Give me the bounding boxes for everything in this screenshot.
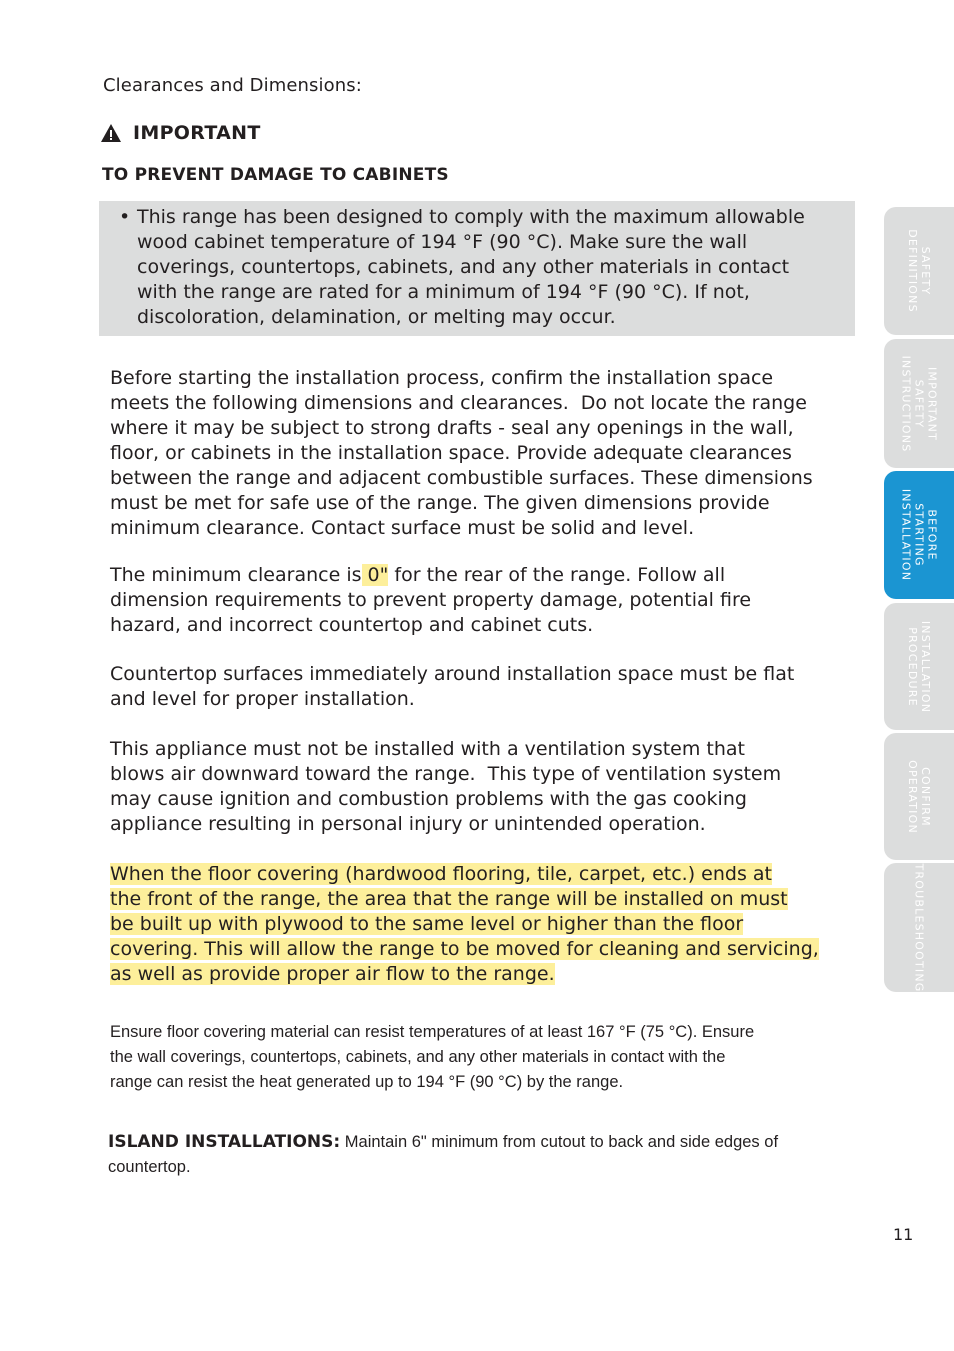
tab-installation-procedure[interactable] xyxy=(884,603,954,730)
text-line: blows air downward toward the range. This type of ventilation system xyxy=(110,763,782,785)
text-line xyxy=(110,912,819,937)
tab-label: INSTALLATION PROCEDURE xyxy=(906,620,932,713)
warning-line: coverings, countertops, cabinets, and any other materials in contact xyxy=(137,256,790,278)
text-line: must be met for safe use of the range. The given dimensions provide xyxy=(110,492,770,514)
tab-label: SAFETY DEFINITIONS xyxy=(906,229,932,313)
text-line: hazard, and incorrect countertop and cabinet cuts. xyxy=(110,614,594,636)
tab-label: IMPORTANT SAFETY INSTRUCTIONS xyxy=(899,355,939,452)
text-line: where it may be subject to strong drafts - seal any openings in the wall, xyxy=(110,417,794,439)
paragraph-heat-resistance xyxy=(110,1020,754,1095)
highlighted-clearance: 0" xyxy=(361,564,389,586)
highlighted-text: When the floor covering (hardwood flooring, tile, carpet, etc.) ends at xyxy=(110,863,772,885)
text-line: minimum clearance. Contact surface must be solid and level. xyxy=(110,517,695,539)
tab-label: CONFIRM OPERATION xyxy=(906,759,932,834)
text-line: the wall coverings, countertops, cabinets, and any other materials in contact with the xyxy=(110,1048,726,1066)
text-line xyxy=(110,937,819,962)
text-line xyxy=(110,962,819,987)
island-installations xyxy=(108,1130,778,1180)
warning-line: wood cabinet temperature of 194 °F (90 °C). Make sure the wall xyxy=(137,231,748,253)
text-line: Countertop surfaces immediately around installation space must be flat xyxy=(110,663,795,685)
text-line: countertop. xyxy=(108,1158,191,1176)
tab-label: TROUBLESHOOTING xyxy=(912,863,926,992)
paragraph-ventilation xyxy=(110,737,781,837)
paragraph-minimum-clearance xyxy=(110,563,751,638)
warning-line: This range has been designed to comply with the maximum allowable xyxy=(137,206,805,228)
text-line: This appliance must not be installed with a ventilation system that xyxy=(110,738,745,760)
text-line: range can resist the heat generated up to 194 °F (90 °C) by the range. xyxy=(110,1073,624,1091)
text-line: floor, or cabinets in the installation space. Provide adequate clearances xyxy=(110,442,792,464)
paragraph-floor-covering xyxy=(110,862,819,987)
text-line: appliance resulting in personal injury or unintended operation. xyxy=(110,813,706,835)
important-notice xyxy=(100,122,261,144)
bullet: • xyxy=(119,206,131,228)
tab-before-starting-installation[interactable] xyxy=(884,471,954,599)
text-line: may cause ignition and combustion problems with the gas cooking xyxy=(110,788,747,810)
section-title: Clearances and Dimensions: xyxy=(103,75,362,96)
important-label: IMPORTANT xyxy=(133,122,261,144)
tab-safety-definitions[interactable] xyxy=(884,207,954,335)
text-run: for the rear of the range. Follow all xyxy=(388,564,726,586)
text-line: dimension requirements to prevent property damage, potential fire xyxy=(110,589,752,611)
warning-triangle-icon xyxy=(100,123,122,143)
text-line: meets the following dimensions and clearances. Do not locate the range xyxy=(110,392,807,414)
subheading: TO PREVENT DAMAGE TO CABINETS xyxy=(102,165,449,185)
highlighted-text: be built up with plywood to the same level or higher than the floor xyxy=(110,913,744,935)
paragraph-countertop xyxy=(110,662,794,712)
tab-label: BEFORE STARTING INSTALLATION xyxy=(899,488,939,582)
text-line: between the range and adjacent combustible surfaces. These dimensions xyxy=(110,467,813,489)
warning-box xyxy=(99,201,855,336)
tab-confirm-operation[interactable] xyxy=(884,733,954,860)
text-line xyxy=(110,862,819,887)
page-number: 11 xyxy=(893,1225,914,1244)
island-label: ISLAND INSTALLATIONS: xyxy=(108,1132,341,1152)
text-run: The minimum clearance is xyxy=(110,564,362,586)
text-line: Before starting the installation process, confirm the installation space xyxy=(110,367,774,389)
island-text: Maintain 6" minimum from cutout to back and side edges of xyxy=(340,1133,779,1151)
highlighted-text: covering. This will allow the range to be moved for cleaning and servicing, xyxy=(110,938,819,960)
text-line xyxy=(110,887,819,912)
text-line: Ensure floor covering material can resist temperatures of at least 167 °F (75 °C). Ensure xyxy=(110,1023,755,1041)
tab-troubleshooting[interactable] xyxy=(884,863,954,992)
paragraph-installation-space xyxy=(110,366,813,541)
tab-important-safety-instructions[interactable] xyxy=(884,339,954,468)
text-line: and level for proper installation. xyxy=(110,688,415,710)
warning-line: with the range are rated for a minimum of 194 °F (90 °C). If not, xyxy=(137,281,750,303)
text-line xyxy=(110,563,751,588)
highlighted-text: the front of the range, the area that the range will be installed on must xyxy=(110,888,788,910)
warning-line: discoloration, delamination, or melting may occur. xyxy=(137,306,616,328)
highlighted-text: as well as provide proper air flow to the range. xyxy=(110,963,555,985)
text-line xyxy=(108,1130,778,1155)
